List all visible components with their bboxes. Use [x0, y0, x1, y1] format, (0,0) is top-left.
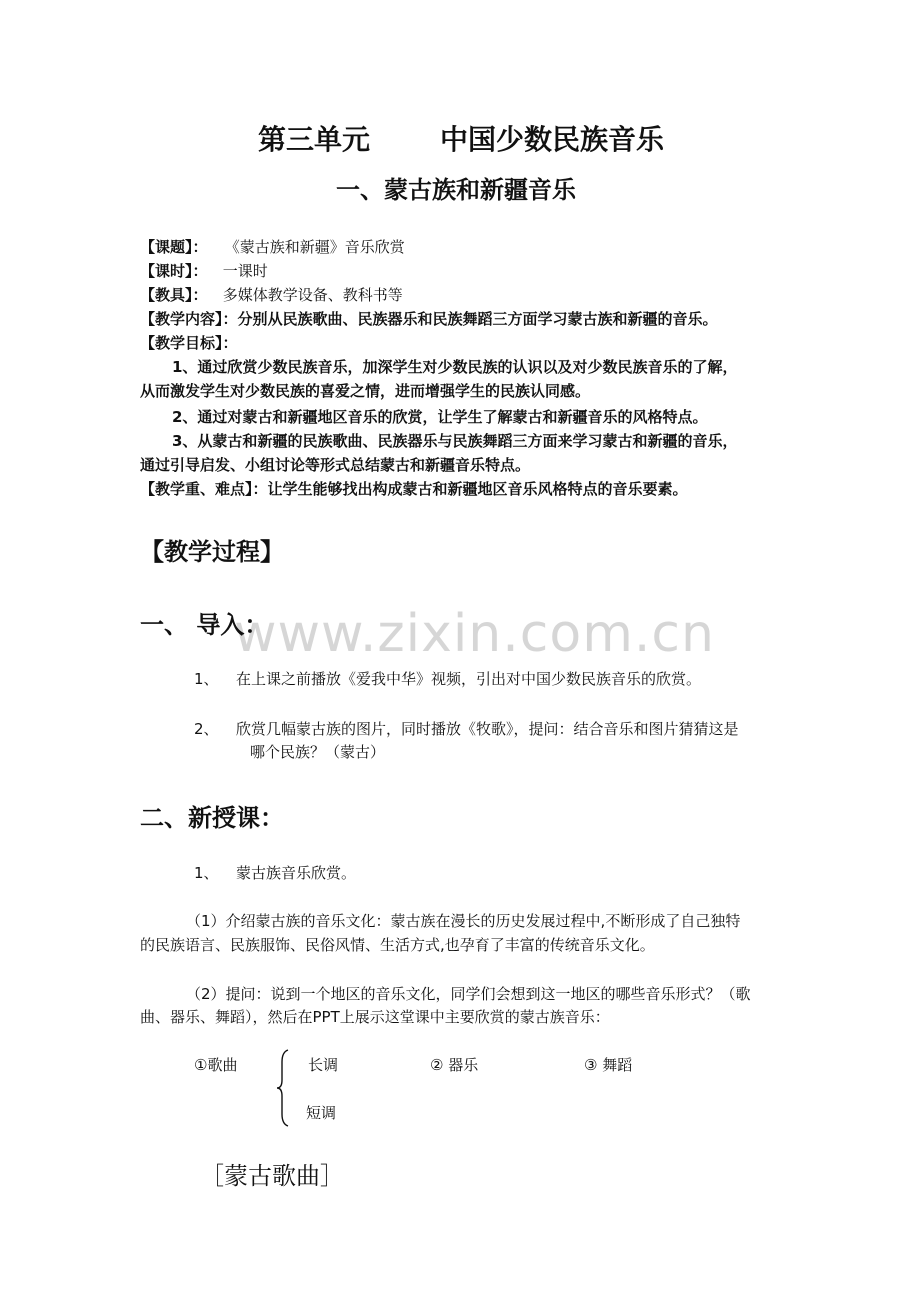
- tools-value: 多媒体教学设备、教科书等: [222, 286, 403, 304]
- period-line: [140, 260, 268, 281]
- topic-title: 中国少数民族音乐: [440, 123, 665, 156]
- section1-item2-num: 2、: [194, 720, 219, 738]
- category-short-tune: 短调: [306, 1104, 337, 1122]
- section1-item1-text: 在上课之前播放《爱我中华》视频，引出对中国少数民族音乐的欣赏。: [236, 670, 702, 688]
- objective-3-line1: 3、从蒙古和新疆的民族歌曲、民族器乐与民族舞蹈三方面来学习蒙古和新疆的音乐，: [172, 432, 738, 450]
- mongolian-songs-heading: ［蒙古歌曲］: [200, 1162, 344, 1190]
- para2-line1: （2）提问：说到一个地区的音乐文化，同学们会想到这一地区的哪些音乐形式？（歌: [186, 985, 751, 1003]
- category-dance: ③ 舞蹈: [584, 1056, 633, 1074]
- objective-3-line2: 通过引导启发、小组讨论等形式总结蒙古和新疆音乐特点。: [140, 456, 531, 474]
- curly-brace-icon: [276, 1048, 292, 1128]
- para1-line2: 的民族语言、民族服饰、民俗风情、生活方式,也孕育了丰富的传统音乐文化。: [140, 936, 655, 954]
- content-line: [140, 308, 718, 329]
- tools-line: [140, 284, 403, 305]
- content-label: 【教学内容】：: [140, 310, 238, 328]
- objective-2-line1: 2、通过对蒙古和新疆地区音乐的欣赏，让学生了解蒙古和新疆音乐的风格特点。: [172, 408, 708, 426]
- subject-value: 《蒙古族和新疆》音乐欣赏: [224, 238, 405, 256]
- watermark-text: www.zixin.com.cn: [234, 604, 715, 664]
- objectives-label: 【教学目标】：: [140, 334, 238, 352]
- period-value: 一课时: [222, 262, 268, 280]
- section1-item2-text2: 哪个民族？（蒙古）: [250, 743, 386, 761]
- section1-item1-num: 1、: [194, 670, 219, 688]
- category-song: ①歌曲: [194, 1056, 238, 1074]
- para2-line2: 曲、器乐、舞蹈），然后在PPT上展示这堂课中主要欣赏的蒙古族音乐：: [140, 1008, 610, 1026]
- para1-line1: （1）介绍蒙古族的音乐文化：蒙古族在漫长的历史发展过程中,不断形成了自己独特: [186, 912, 741, 930]
- subject-line: [140, 236, 405, 257]
- section1-heading: 一、 导入：: [140, 611, 269, 639]
- page-subtitle: 一、蒙古族和新疆音乐: [336, 176, 576, 204]
- category-instrument: ② 器乐: [430, 1056, 479, 1074]
- section1-item2-text: 欣赏几幅蒙古族的图片，同时播放《牧歌》，提问：结合音乐和图片猜猜这是: [236, 720, 739, 738]
- section2-heading: 二、新授课：: [140, 804, 284, 832]
- content-value: 分别从民族歌曲、民族器乐和民族舞蹈三方面学习蒙古族和新疆的音乐。: [237, 310, 718, 328]
- tools-label: 【教具】：: [140, 286, 208, 304]
- objective-1-line1: 1、通过欣赏少数民族音乐，加深学生对少数民族的认识以及对少数民族音乐的了解，: [172, 358, 738, 376]
- objective-1-line2: 从而激发学生对少数民族的喜爱之情，进而增强学生的民族认同感。: [140, 382, 591, 400]
- subject-label: 【课题】：: [140, 238, 208, 256]
- category-long-tune: 长调: [308, 1056, 339, 1074]
- unit-title: 第三单元: [258, 123, 371, 156]
- section2-item1-text: 蒙古族音乐欣赏。: [236, 864, 357, 882]
- period-label: 【课时】：: [140, 262, 208, 280]
- keypoints-line: 【教学重、难点】：让学生能够找出构成蒙古和新疆地区音乐风格特点的音乐要素。: [140, 480, 688, 498]
- process-heading: 【教学过程】: [140, 538, 284, 566]
- section2-item1-num: 1、: [194, 864, 219, 882]
